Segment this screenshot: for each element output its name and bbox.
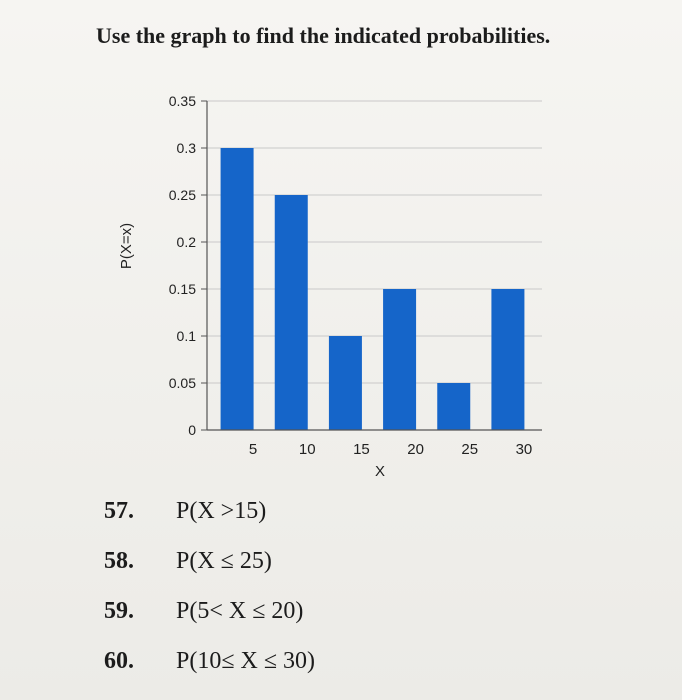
problem-number: 60. bbox=[104, 648, 134, 674]
y-tick-label: 0.2 bbox=[176, 234, 196, 250]
problem-expression: P(X >15) bbox=[176, 498, 267, 524]
x-tick-label: 5 bbox=[248, 441, 258, 458]
y-tick-label: 0.3 bbox=[176, 140, 196, 156]
x-tick-label: 25 bbox=[461, 441, 479, 458]
y-tick-label: 0.15 bbox=[168, 281, 196, 297]
y-tick-label: 0 bbox=[188, 422, 196, 438]
problem-expression: P(X ≤ 25) bbox=[176, 548, 272, 574]
problem-number: 57. bbox=[104, 498, 134, 524]
bar bbox=[329, 336, 362, 430]
x-axis-title: X bbox=[374, 463, 386, 480]
x-tick-label: 30 bbox=[515, 441, 533, 458]
x-tick-label: 15 bbox=[353, 441, 370, 458]
bar bbox=[437, 383, 470, 430]
problem-expression: P(10≤ X ≤ 30) bbox=[176, 648, 316, 674]
bar bbox=[383, 289, 416, 430]
y-tick-label: 0.1 bbox=[176, 328, 196, 344]
y-tick-label: 0.05 bbox=[168, 375, 196, 391]
bar bbox=[275, 195, 308, 430]
problem-number: 59. bbox=[104, 598, 134, 624]
problem-expression: P(5< X ≤ 20) bbox=[176, 598, 304, 624]
y-tick-label: 0.25 bbox=[168, 187, 196, 203]
bar bbox=[491, 289, 524, 430]
instruction-heading: Use the graph to find the indicated probabilities. bbox=[96, 23, 551, 48]
bar bbox=[221, 148, 254, 430]
y-tick-label: 0.35 bbox=[168, 93, 196, 109]
x-tick-label: 20 bbox=[407, 441, 424, 458]
y-axis-title: P(X=x) bbox=[118, 222, 135, 270]
x-tick-label: 10 bbox=[298, 441, 316, 458]
problem-number: 58. bbox=[104, 548, 134, 574]
